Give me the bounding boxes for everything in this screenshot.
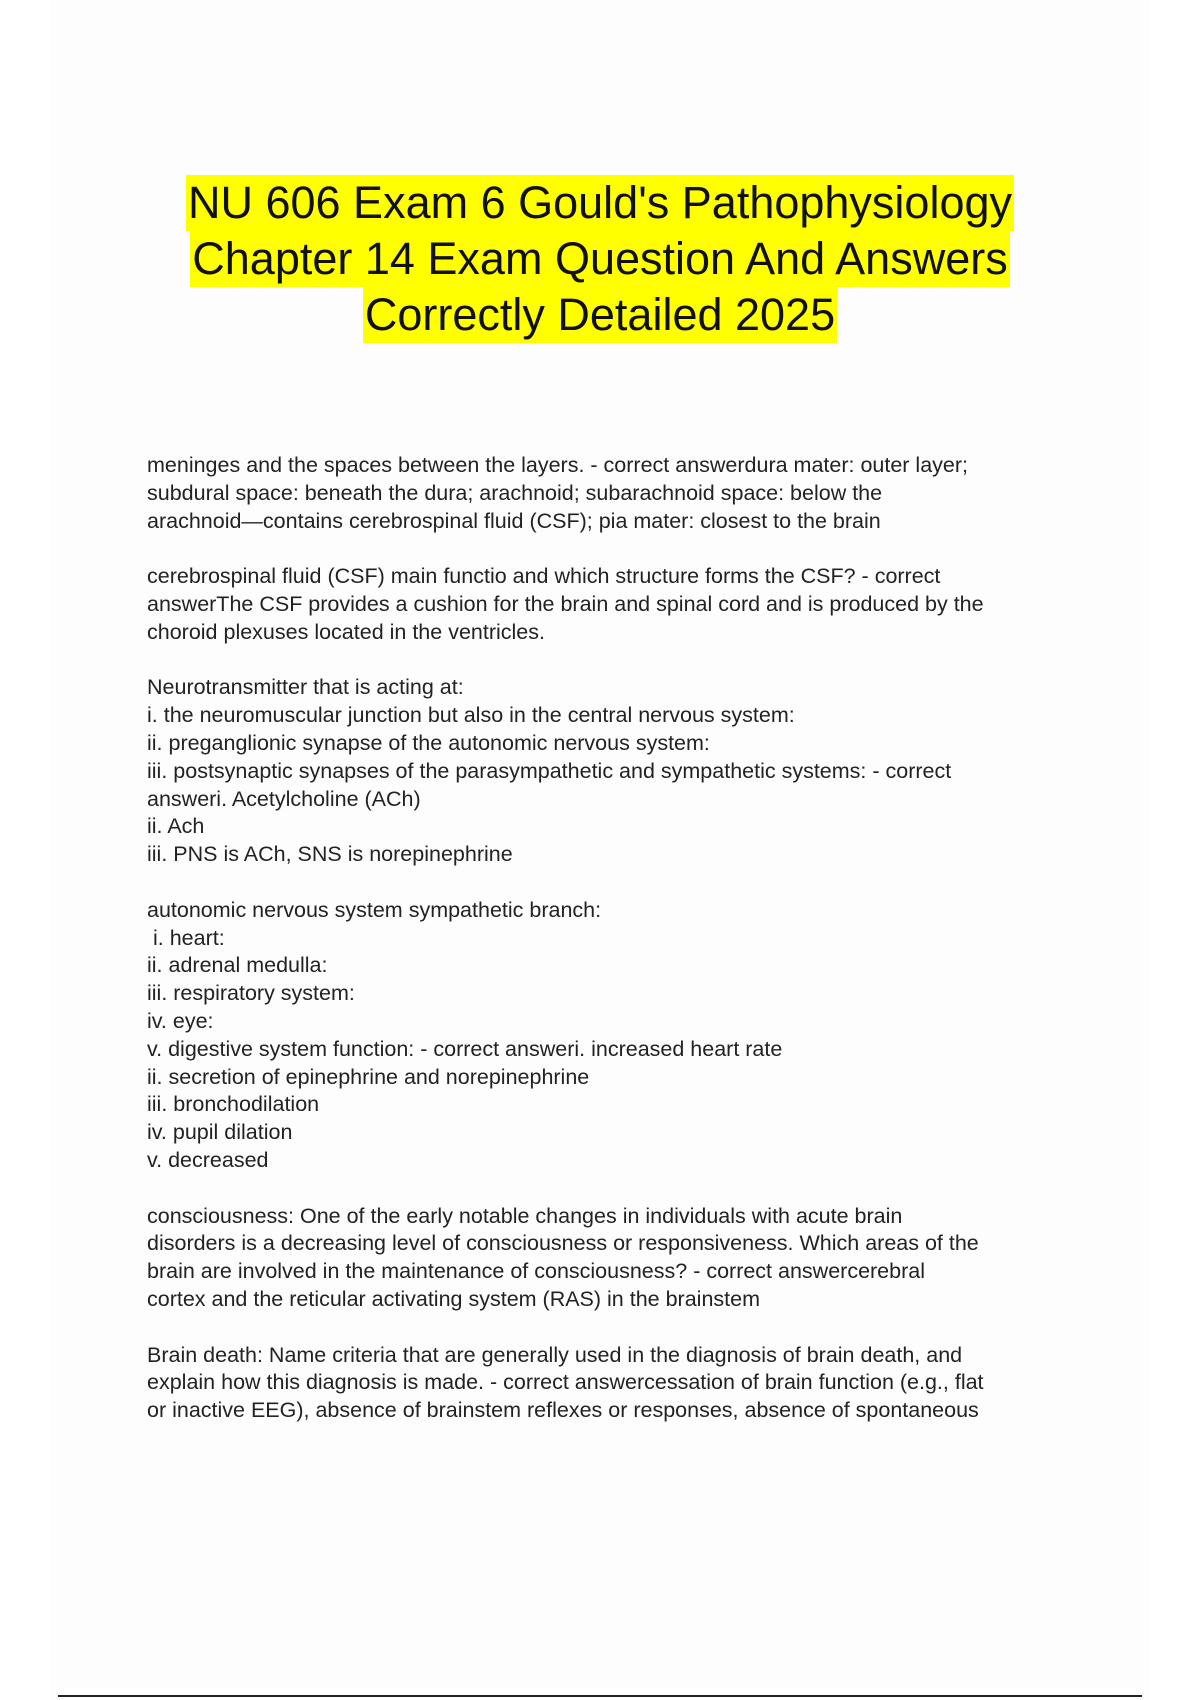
text-line: v. decreased	[147, 1147, 269, 1172]
text-line: ii. secretion of epinephrine and norepinephrine	[147, 1064, 590, 1089]
text-line: answerThe CSF provides a cushion for the brain and spinal cord and is produced by the	[147, 591, 984, 616]
document-body	[147, 452, 1097, 1453]
text-line: i. the neuromuscular junction but also in the central nervous system:	[147, 703, 795, 728]
text-line: cerebrospinal fluid (CSF) main functio and which structure forms the CSF? - correct	[147, 564, 941, 589]
text-line: autonomic nervous system sympathetic branch:	[147, 897, 602, 922]
qa-consciousness	[147, 1203, 1097, 1314]
text-line: subdural space: beneath the dura; arachnoid; subarachnoid space: below the	[147, 480, 883, 505]
title-line-1: NU 606 Exam 6 Gould's Pathophysiology	[186, 175, 1014, 231]
document-title	[0, 175, 1200, 343]
text-line: iii. bronchodilation	[147, 1092, 320, 1117]
text-line: brain are involved in the maintenance of consciousness? - correct answercerebral	[147, 1259, 925, 1284]
text-line: answeri. Acetylcholine (ACh)	[147, 786, 421, 811]
text-line: iv. eye:	[147, 1008, 214, 1033]
title-line-3: Correctly Detailed 2025	[363, 287, 837, 343]
text-line: choroid plexuses located in the ventricles.	[147, 619, 545, 644]
text-line: disorders is a decreasing level of consciousness or responsiveness. Which areas of the	[147, 1231, 979, 1256]
text-line: or inactive EEG), absence of brainstem reflexes or responses, absence of spontaneous	[147, 1398, 979, 1423]
text-line: Brain death: Name criteria that are generally used in the diagnosis of brain death, and	[147, 1342, 963, 1367]
text-line: iii. PNS is ACh, SNS is norepinephrine	[147, 842, 513, 867]
text-line: ii. Ach	[147, 814, 205, 839]
text-line: iii. postsynaptic synapses of the parasympathetic and sympathetic systems: - correct	[147, 758, 952, 783]
text-line: explain how this diagnosis is made. - correct answercessation of brain function (e.g., flat	[147, 1370, 984, 1395]
qa-meninges	[147, 452, 1097, 535]
text-line: cortex and the reticular activating system (RAS) in the brainstem	[147, 1286, 761, 1311]
text-line: ii. adrenal medulla:	[147, 953, 328, 978]
text-line: v. digestive system function: - correct answeri. increased heart rate	[147, 1036, 783, 1061]
title-line-2: Chapter 14 Exam Question And Answers	[190, 231, 1009, 287]
text-line: arachnoid—contains cerebrospinal fluid (CSF); pia mater: closest to the brain	[147, 508, 881, 533]
text-line: meninges and the spaces between the layers. - correct answerdura mater: outer layer;	[147, 453, 968, 477]
page-bottom-rule	[58, 1695, 1142, 1697]
text-line: Neurotransmitter that is acting at:	[147, 675, 464, 700]
qa-brain-death	[147, 1342, 1097, 1425]
text-line: iv. pupil dilation	[147, 1120, 293, 1145]
text-line: i. heart:	[147, 925, 225, 950]
qa-neurotransmitter	[147, 674, 1097, 869]
text-line: iii. respiratory system:	[147, 981, 355, 1006]
qa-csf	[147, 563, 1097, 646]
text-line: ii. preganglionic synapse of the autonomic nervous system:	[147, 730, 710, 755]
text-line: consciousness: One of the early notable changes in individuals with acute brain	[147, 1203, 903, 1228]
qa-sympathetic	[147, 897, 1097, 1175]
